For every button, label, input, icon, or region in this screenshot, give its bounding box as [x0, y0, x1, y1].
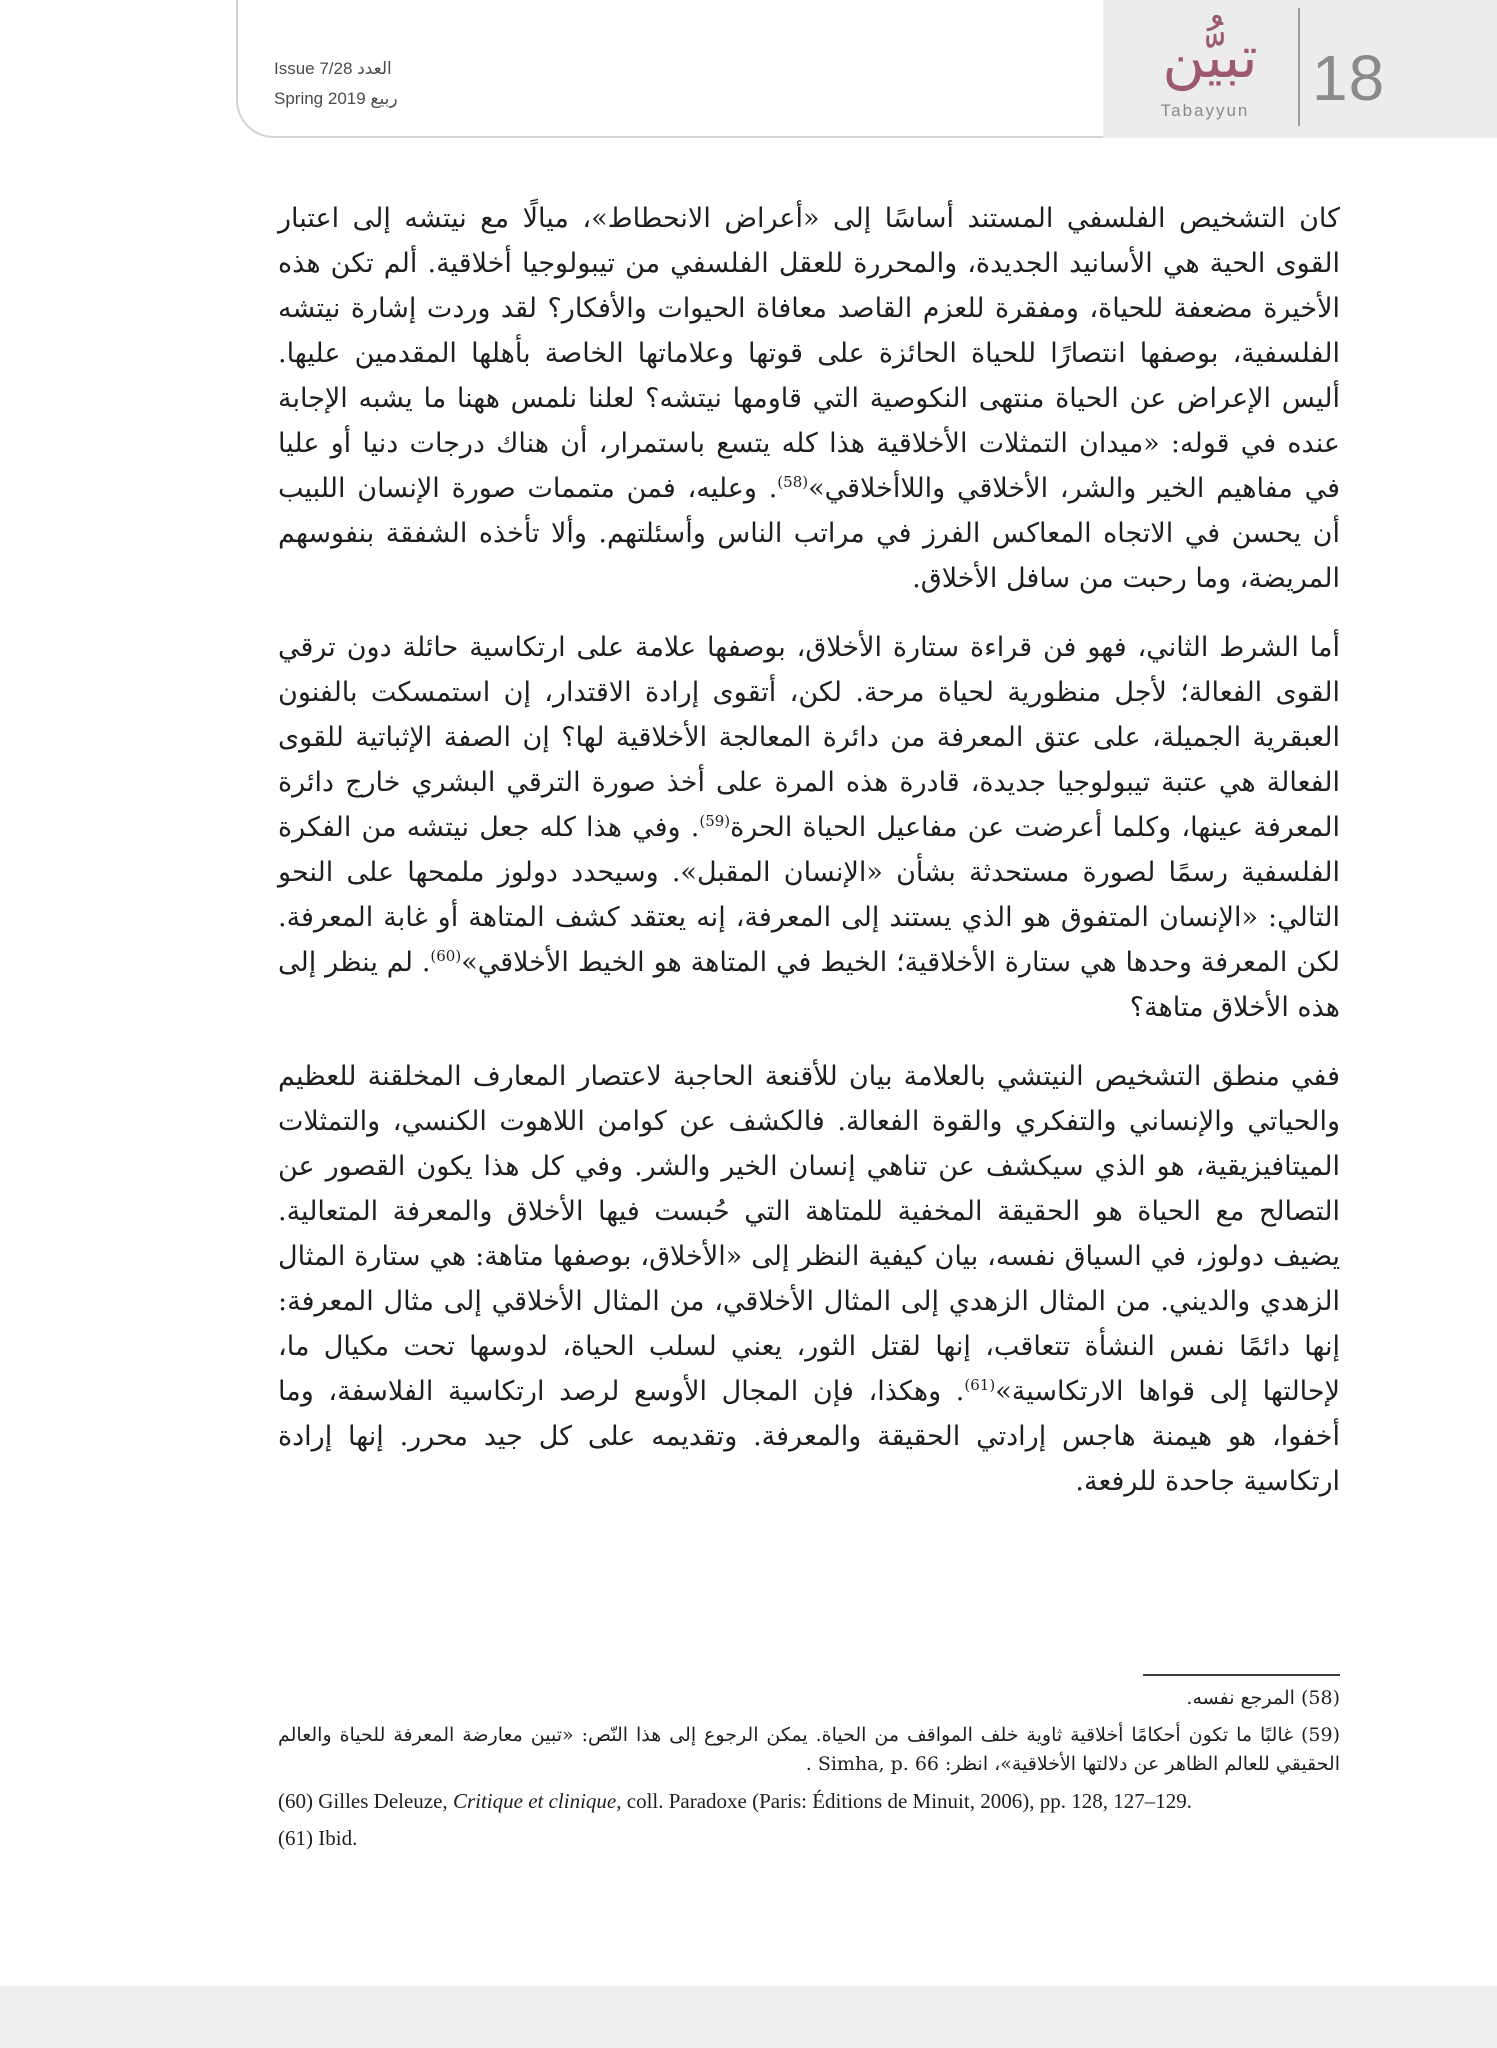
paragraph-text: . وفي هذا كله جعل نيتشه من الفكرة الفلسفية رسمًا لصورة مستحدثة بشأن «الإنسان المقبل». وسيحدد دولوز ملمحها على النحو التالي: «الإنسان المتفوق هو الذي يستند إلى المعرفة، إنه يعتقد كشف المتاهة أو غابة المعرفة. لكن المعرفة وحدها هي ستارة الأخلاقية؛ الخيط في المتاهة هو الخيط الأخلاقي» [278, 812, 1340, 978]
paragraph-text: . وهكذا، فإن المجال الأوسع لرصد ارتكاسية الفلاسفة، وما أخفوا، هو هيمنة هاجس إرادتي الحقيقة والمعرفة. وتقديمه على كل جيد محرر. إنها إرادة ارتكاسية جاحدة للرفعة. [278, 1376, 1340, 1497]
footnote-ref: (58) [777, 473, 809, 491]
footnote-separator [1143, 1674, 1340, 1676]
journal-logo: تبيُّن [1162, 23, 1258, 91]
footnote-60 [278, 1787, 1340, 1816]
issue-ar: العدد [357, 59, 392, 79]
page-number: 18 [1312, 42, 1386, 114]
paragraph-text: أما الشرط الثاني، فهو فن قراءة ستارة الأخلاق، بوصفها علامة على ارتكاسية حائلة دون ترقي القوى الفعالة؛ لأجل منظورية لحياة مرحة. لكن، أتقوى إرادة الاقتدار، إن استمسكت بالفنون العبقرية الجميلة، على عتق المعرفة من دائرة المعالجة الأخلاقية لها؟ إن الصفة الإثباتية للقوى الفعالة هي عتبة تيبولوجيا جديدة، قادرة هذه المرة على أخذ صورة الترقي البشري خارج دائرة المعرفة عينها، وكلما أعرضت عن مفاعيل الحياة الحرة [278, 632, 1340, 843]
header-divider [1298, 8, 1300, 126]
footnote-60-author: (60) Gilles Deleuze, [278, 1789, 453, 1813]
footnote-ref: (60) [430, 947, 462, 965]
season-ar: ربيع [370, 89, 398, 109]
footnote-61: (61) Ibid. [278, 1826, 358, 1850]
footnote-60-details: , coll. Paradoxe (Paris: Éditions de Minuit, 2006), pp. 128, 127–129. [616, 1789, 1192, 1813]
season-line [274, 86, 398, 112]
journal-logo-latin: Tabayyun [1160, 101, 1250, 120]
season-en: Spring 2019 [274, 89, 366, 108]
footnote-ref: (59) [699, 812, 731, 830]
body-paragraph [278, 625, 1340, 1030]
paragraph-text: . وعليه، فمن متممات صورة الإنسان اللبيب أن يحسن في الاتجاه المعاكس الفرز في مراتب الناس وأسئلتهم. وألا تأخذه الشفقة بنفوسهم المريضة، وما رحبت من سافل الأخلاق. [278, 473, 1340, 594]
body-paragraph [278, 1054, 1340, 1504]
body-paragraph [278, 196, 1340, 601]
footnote-ref: (61) [964, 1376, 996, 1394]
footnote-59: (59) غالبًا ما تكون أحكامًا أخلاقية ثاوية خلف المواقف من الحياة. يمكن الرجوع إلى هذا النّص: «تبين معارضة المعرفة للحياة والعالم الحقيقي للعالم الظاهر عن دلالتها الأخلاقية»، انظر: Simha, p. 66 . [278, 1724, 1340, 1775]
footnotes [278, 1684, 1340, 1861]
paragraph-text: ففي منطق التشخيص النيتشي بالعلامة بيان للأقنعة الحاجبة لاعتصار المعارف المخلقنة للعظيم والحياتي والإنساني والتفكري والقوة الفعالة. فالكشف عن كوامن اللاهوت الكنسي، والتمثلات الميتافيزيقية، هو الذي سيكشف عن تناهي إنسان الخير والشر. وفي كل هذا يكون القصور عن التصالح مع الحياة هو الحقيقة المخفية للمتاهة التي حُبست فيها الأخلاق والمعرفة المتعالية. يضيف دولوز، في السياق نفسه، بيان كيفية النظر إلى «الأخلاق، بوصفها متاهة: هي ستارة المثال الزهدي والديني. من المثال الزهدي إلى المثال الأخلاقي، من المثال الأخلاقي إلى مثال المعرفة: إنها دائمًا نفس النشأة تتعاقب، إنها لقتل الثور، يعني لسلب الحياة، لدوسها تحت مكيال ما، لإحالتها إلى قواها الارتكاسية» [278, 1061, 1340, 1407]
issue-en: Issue 7/28 [274, 59, 353, 78]
footnote-58: (58) المرجع نفسه. [1186, 1687, 1340, 1709]
footnote-60-title: Critique et clinique [452, 1789, 617, 1813]
issue-line [274, 56, 392, 82]
paragraph-text: كان التشخيص الفلسفي المستند أساسًا إلى «أعراض الانحطاط»، ميالًا مع نيتشه إلى اعتبار القوى الحية هي الأسانيد الجديدة، والمحررة للعقل الفلسفي من تيبولوجيا أخلاقية. ألم تكن هذه الأخيرة مضعفة للحياة، ومفقرة للعزم القاصد معافاة الحيوات والأفكار؟ لقد وردت إشارة نيتشه الفلسفية، بوصفها انتصارًا للحياة الحائزة على قوتها وعلاماتها الخاصة بأهلها المقدمين عليها. أليس الإعراض عن الحياة منتهى النكوصية التي قاومها نيتشه؟ لعلنا نلمس ههنا ما يشبه الإجابة عنده في قوله: «ميدان التمثلات الأخلاقية هذا كله يتسع باستمرار، أن هناك درجات دنيا أو عليا في مفاهيم الخير والشر، الأخلاقي واللاأخلاقي» [278, 203, 1340, 504]
page-footer-band [0, 1986, 1497, 2048]
paragraph-text: . لم ينظر إلى هذه الأخلاق متاهة؟ [278, 947, 1340, 1023]
main-text [278, 196, 1340, 1528]
